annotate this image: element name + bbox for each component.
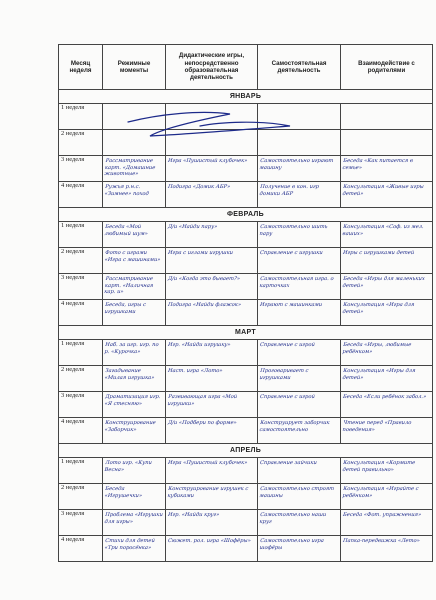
- cell-self: [258, 156, 341, 182]
- week-row: [59, 222, 433, 248]
- month-title: АПРЕЛЬ: [59, 444, 433, 458]
- cell-self: [258, 182, 341, 208]
- handwritten-entry: Играют с машинками: [259, 302, 323, 308]
- handwritten-entry: Игры с игрушками детей: [342, 250, 415, 256]
- handwritten-entry: Конструирует заборчик самостоятельно: [259, 420, 330, 433]
- cell-regime: [103, 300, 166, 326]
- handwritten-entry: Конструирование игрушек с кубиками: [167, 486, 249, 499]
- handwritten-entry: Д/и «Найди пару»: [167, 224, 218, 230]
- cell-parents: [341, 130, 433, 156]
- cell-didactic: [166, 366, 258, 392]
- handwritten-entry: Самостоятельно наши круг: [259, 512, 327, 525]
- handwritten-entry: Наст. игра «Лото»: [167, 368, 223, 374]
- week-row: [59, 536, 433, 562]
- handwritten-entry: Стихи для детей «Три поросёнка»: [104, 538, 156, 551]
- cell-parents: [341, 248, 433, 274]
- week-label: 4 неделя: [59, 182, 103, 208]
- cell-parents: [341, 222, 433, 248]
- week-row: [59, 418, 433, 444]
- handwritten-entry: Консультация «Игры для детей»: [342, 368, 416, 381]
- handwritten-entry: Игра с иглами игрушки: [167, 250, 234, 256]
- cell-parents: [341, 182, 433, 208]
- week-row: [59, 458, 433, 484]
- crossout-scribble: [120, 100, 340, 150]
- handwritten-entry: Загадывание «Милая игрушка»: [104, 368, 155, 381]
- week-row: [59, 300, 433, 326]
- table-header-row: [59, 45, 433, 90]
- handwritten-entry: Беседа «Мой любимый шум»: [104, 224, 149, 237]
- week-label: 2 неделя: [59, 248, 103, 274]
- week-label: 3 неделя: [59, 392, 103, 418]
- handwritten-entry: Фото с играми «Игра с машинами»: [104, 250, 161, 263]
- handwritten-entry: Драматизация игр. «Я стесняю»: [104, 394, 161, 407]
- week-row: [59, 484, 433, 510]
- cell-didactic: [166, 156, 258, 182]
- cell-didactic: [166, 248, 258, 274]
- cell-didactic: [166, 300, 258, 326]
- handwritten-entry: Беседа «Как питается в семье»: [342, 158, 414, 171]
- handwritten-entry: Беседа, игры с игрушками: [104, 302, 147, 315]
- cell-didactic: [166, 274, 258, 300]
- cell-didactic: [166, 536, 258, 562]
- handwritten-entry: Самостоятельно шить пару: [259, 224, 328, 237]
- handwritten-entry: Беседа «Фот. упражнения»: [342, 512, 422, 518]
- handwritten-entry: Папка-передвижка «Лето»: [342, 538, 421, 544]
- cell-parents: [341, 340, 433, 366]
- month-title: ЯНВАРЬ: [59, 90, 433, 104]
- week-label: 4 неделя: [59, 300, 103, 326]
- handwritten-entry: Сюжет. рол. игра «Шофёры»: [167, 538, 252, 544]
- week-row: [59, 392, 433, 418]
- week-label: 3 неделя: [59, 156, 103, 182]
- cell-parents: [341, 156, 433, 182]
- week-label: 2 неделя: [59, 366, 103, 392]
- cell-parents: [341, 510, 433, 536]
- handwritten-entry: Рассматривание карт. «Наличная кар. и»: [103, 276, 154, 296]
- handwritten-entry: Подигра «Домик АБР»: [167, 184, 231, 190]
- cell-didactic: [166, 340, 258, 366]
- cell-self: [258, 222, 341, 248]
- cell-regime: [103, 536, 166, 562]
- cell-regime: [103, 366, 166, 392]
- cell-regime: [103, 248, 166, 274]
- cell-parents: [341, 274, 433, 300]
- week-row: [59, 274, 433, 300]
- cell-self: [258, 484, 341, 510]
- cell-parents: [341, 418, 433, 444]
- handwritten-entry: Рассматривание карт. «Домашние животные»: [103, 158, 156, 178]
- week-label: 3 неделя: [59, 274, 103, 300]
- handwritten-entry: Проблема «Игрушки для игры»: [104, 512, 164, 525]
- cell-didactic: [166, 392, 258, 418]
- cell-regime: [103, 458, 166, 484]
- month-title: МАРТ: [59, 326, 433, 340]
- week-row: [59, 248, 433, 274]
- handwritten-entry: Беседа «Если ребёнок забол.»: [342, 394, 427, 400]
- cell-self: [258, 274, 341, 300]
- cell-self: [258, 340, 341, 366]
- week-label: 3 неделя: [59, 510, 103, 536]
- month-title: ФЕВРАЛЬ: [59, 208, 433, 222]
- cell-regime: [103, 182, 166, 208]
- handwritten-entry: Консультация «Кормите детей правильно»: [342, 460, 416, 473]
- handwritten-entry: Развивающая игра «Мой игрушки»: [167, 394, 238, 407]
- handwritten-entry: Д/и «Когда это бывает?»: [167, 276, 241, 282]
- handwritten-entry: Лото игр. «Купи Весна»: [104, 460, 153, 473]
- handwritten-entry: [343, 130, 430, 132]
- cell-self: [258, 366, 341, 392]
- cell-didactic: [166, 222, 258, 248]
- cell-regime: [103, 510, 166, 536]
- header-week: Месяц неделя: [59, 45, 103, 90]
- handwritten-entry: Консультация «Соф. из мел. ваших»: [342, 224, 425, 237]
- cell-parents: [341, 300, 433, 326]
- cell-parents: [341, 392, 433, 418]
- handwritten-entry: Консультация «Играйте с ребёнком»: [342, 486, 419, 499]
- handwritten-entry: Получение в кон. игр домики АБР: [259, 184, 320, 197]
- cell-self: [258, 392, 341, 418]
- cell-regime: [103, 156, 166, 182]
- handwritten-entry: Беседа «Игры для маленьких детей»: [342, 276, 426, 289]
- cell-didactic: [166, 510, 258, 536]
- handwritten-entry: Игра «Пушистый клубочек»: [167, 460, 248, 466]
- handwritten-entry: Игр. «Найди игрушку»: [167, 342, 231, 348]
- header-regime: Режимные моменты: [103, 45, 166, 90]
- cell-self: [258, 510, 341, 536]
- handwritten-entry: Самостоятельно строят машины: [259, 486, 335, 499]
- cell-regime: [103, 222, 166, 248]
- month-row: [59, 444, 433, 458]
- header-self: Самостоятельная деятельность: [258, 45, 341, 90]
- cell-parents: [341, 484, 433, 510]
- week-label: 1 неделя: [59, 458, 103, 484]
- handwritten-entry: Самостоятельно играют машину: [259, 158, 334, 171]
- week-label: 2 неделя: [59, 484, 103, 510]
- cell-self: [258, 418, 341, 444]
- month-row: [59, 326, 433, 340]
- cell-regime: [103, 418, 166, 444]
- week-row: [59, 366, 433, 392]
- week-label: 1 неделя: [59, 222, 103, 248]
- handwritten-entry: Справление с игрушки: [259, 250, 324, 256]
- week-row: [59, 182, 433, 208]
- week-row: [59, 510, 433, 536]
- cell-didactic: [166, 182, 258, 208]
- handwritten-entry: Ружья р.н.с. «Зимнее» поход: [104, 184, 150, 197]
- handwritten-entry: Беседа «Игры, любимые ребёнком»: [342, 342, 412, 355]
- handwritten-entry: Чтение перед «Правило поведения»: [342, 420, 412, 433]
- handwritten-entry: Проговаривает с игрушками: [259, 368, 309, 381]
- handwritten-entry: Справление с игрой: [259, 394, 316, 400]
- cell-self: [258, 536, 341, 562]
- month-row: [59, 208, 433, 222]
- week-label: 1 неделя: [59, 104, 103, 130]
- week-row: [59, 340, 433, 366]
- handwritten-entry: Справление зайчики: [259, 460, 318, 466]
- handwritten-entry: Самостоятельно игра шофёры: [259, 538, 325, 551]
- handwritten-entry: Игра «Пушистый клубочек»: [167, 158, 248, 164]
- cell-self: [258, 300, 341, 326]
- handwritten-entry: Д/и «Подбери по форме»: [167, 420, 238, 426]
- handwritten-entry: Справление с игрой: [259, 342, 316, 348]
- cell-parents: [341, 104, 433, 130]
- week-label: 4 неделя: [59, 418, 103, 444]
- handwritten-entry: Самостоятельная игра. о карточках: [259, 276, 334, 289]
- cell-regime: [103, 274, 166, 300]
- handwritten-entry: [343, 104, 430, 106]
- cell-parents: [341, 458, 433, 484]
- cell-regime: [103, 484, 166, 510]
- table-body: [59, 90, 433, 562]
- cell-parents: [341, 366, 433, 392]
- cell-parents: [341, 536, 433, 562]
- cell-regime: [103, 340, 166, 366]
- cell-regime: [103, 392, 166, 418]
- handwritten-entry: Подигра «Найди флажок»: [167, 302, 242, 308]
- cell-self: [258, 248, 341, 274]
- week-row: [59, 156, 433, 182]
- handwritten-entry: Конструирование «Заборчик»: [104, 420, 157, 433]
- handwritten-entry: Игр. «Найди круг»: [167, 512, 220, 518]
- week-label: 1 неделя: [59, 340, 103, 366]
- header-parents: Взаимодействие с родителями: [341, 45, 433, 90]
- cell-didactic: [166, 458, 258, 484]
- week-label: 2 неделя: [59, 130, 103, 156]
- handwritten-entry: Консультация «Игра для детей»: [342, 302, 415, 315]
- week-label: 4 неделя: [59, 536, 103, 562]
- handwritten-entry: Консультация «Живые игры детей»: [342, 184, 425, 197]
- cell-didactic: [166, 484, 258, 510]
- cell-self: [258, 458, 341, 484]
- handwritten-entry: Наб. за игр. игр. по р. «Курочка»: [104, 342, 159, 355]
- cell-didactic: [166, 418, 258, 444]
- handwritten-entry: Беседа «Игрушечки»: [104, 486, 143, 499]
- header-didactic: Дидактические игры, непосредственно образовательная деятельность: [166, 45, 258, 90]
